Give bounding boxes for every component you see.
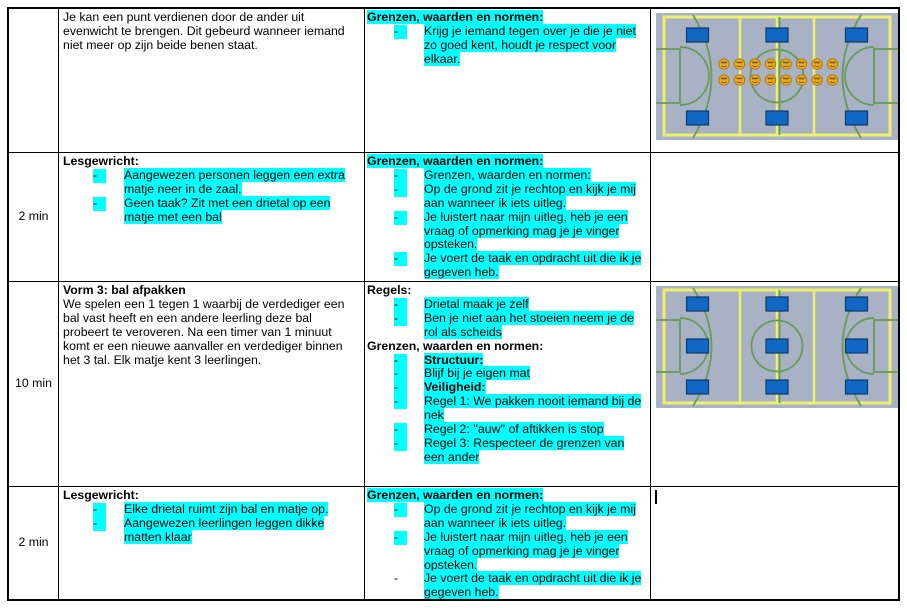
bullet-dash — [394, 423, 407, 437]
bullet-dash — [394, 169, 407, 183]
values-cell-row4[interactable] — [365, 487, 651, 599]
bullet-dash — [93, 197, 106, 211]
bullet-dash — [394, 572, 407, 586]
bullet-dash — [394, 25, 407, 39]
bullet-dash — [93, 169, 106, 183]
values-cell-row1[interactable] — [365, 9, 651, 153]
gym-court-diagram-mats[interactable] — [656, 286, 894, 408]
section-heading: Lesgewricht: — [63, 488, 139, 502]
section-heading: Grenzen, waarden en normen: — [367, 10, 544, 24]
activity-cell-row2[interactable] — [59, 153, 365, 282]
duration-label: 2 min — [18, 535, 49, 550]
list-item: - Je voert de taak en opdracht uit die ik je gegeven heb. — [367, 252, 647, 280]
list-item: - Op de grond zit je rechtop en kijk je mij aan wanneer ik iets uitleg. — [367, 503, 647, 531]
bullet-dash — [394, 252, 407, 266]
list-item: - Je luistert naar mijn uitleg, heb je een vraag of opmerking mag je je vinger opsteken. — [367, 531, 647, 573]
diagram-cell-row1[interactable] — [651, 9, 898, 153]
duration-cell-row1[interactable] — [9, 9, 59, 153]
activity-paragraph: We spelen een 1 tegen 1 waarbij de verdediger een bal vast heeft en een andere leerling deze bal probeert te veroveren. Na een timer van 1 minuut komt er een nieuwe aanvaller en verdediger binnen het 3 tal. Elk matje kent 3 leerlingen. — [63, 296, 345, 367]
values-list — [367, 169, 647, 280]
section-heading: Grenzen, waarden en normen: — [367, 488, 544, 502]
gym-court-diagram-students[interactable] — [656, 13, 894, 140]
section-heading: Vorm 3: bal afpakken — [63, 283, 186, 297]
duration-label: 10 min — [15, 376, 52, 391]
duration-cell-row3[interactable] — [9, 282, 59, 487]
list-item: - Regel 2: ''auw'' of aftikken is stop — [367, 423, 647, 437]
bullet-dash — [394, 367, 407, 381]
values-list — [367, 25, 647, 67]
list-item: - Regel 3: Respecteer de grenzen van een ander — [367, 437, 647, 465]
activity-cell-row4[interactable] — [59, 487, 365, 599]
court-svg — [656, 286, 898, 408]
bullet-dash — [394, 183, 407, 197]
list-item: - Veiligheid: — [367, 381, 647, 395]
list-item: - Regel 1: We pakken nooit iemand bij de nek — [367, 395, 647, 423]
lesson-plan-table — [7, 7, 900, 601]
section-heading: Lesgewricht: — [63, 154, 139, 168]
bullet-dash — [93, 517, 106, 531]
list-item: - Aangewezen personen leggen een extra matje neer in de zaal. — [63, 169, 360, 197]
values-cell-row3[interactable] — [365, 282, 651, 487]
bullet-dash — [394, 437, 407, 451]
values-list — [367, 503, 647, 599]
list-item: - Geen taak? Zit met een drietal op een matje met een bal — [63, 197, 360, 225]
bullet-dash — [93, 503, 106, 517]
list-item: - Drietal maak je zelf — [367, 298, 647, 312]
activity-paragraph: Je kan een punt verdienen door de ander uit evenwicht te brengen. Dit gebeurd wanneer iemand niet meer op zijn beide benen staat. — [63, 10, 345, 52]
bullet-dash — [394, 395, 407, 409]
activity-list — [63, 169, 360, 225]
values-cell-row2[interactable] — [365, 153, 651, 282]
bullet-dash — [394, 503, 407, 517]
list-item: - Op de grond zit je rechtop en kijk je mij aan wanneer ik iets uitleg. — [367, 183, 647, 211]
list-item: - Aangewezen leerlingen leggen dikke matten klaar — [63, 517, 360, 545]
bullet-dash — [394, 211, 407, 225]
list-item: - Je luistert naar mijn uitleg, heb je een vraag of opmerking mag je je vinger opsteken. — [367, 211, 647, 253]
duration-label: 2 min — [18, 209, 49, 224]
court-svg — [656, 13, 898, 140]
diagram-cell-row2[interactable] — [651, 153, 898, 282]
list-item: - Elke drietal ruimt zijn bal en matje op. — [63, 503, 360, 517]
bullet-dash — [394, 531, 407, 545]
section-heading: Grenzen, waarden en normen: — [367, 154, 544, 168]
values-list — [367, 354, 647, 465]
bullet-dash — [394, 354, 407, 368]
activity-cell-row3[interactable] — [59, 282, 365, 487]
text-cursor — [655, 490, 657, 504]
bullet-dash — [394, 312, 407, 326]
list-item: - Structuur: — [367, 354, 647, 368]
section-heading: Grenzen, waarden en normen: — [367, 338, 544, 353]
bullet-dash — [394, 381, 407, 395]
duration-cell-row4[interactable] — [9, 487, 59, 599]
list-item: - Blijf bij je eigen mat — [367, 367, 647, 381]
activity-cell-row1[interactable] — [59, 9, 365, 153]
diagram-cell-row4[interactable] — [651, 487, 898, 599]
diagram-cell-row3[interactable] — [651, 282, 898, 487]
activity-list — [63, 503, 360, 545]
list-item: - Krijg je iemand tegen over je die je niet zo goed kent, houdt je respect voor elkaar. — [367, 25, 647, 67]
bullet-dash — [394, 298, 407, 312]
list-item: - Je voert de taak en opdracht uit die ik je gegeven heb. — [367, 572, 647, 599]
list-item: - Grenzen, waarden en normen: — [367, 169, 647, 183]
rules-list — [367, 298, 647, 340]
list-item: - Ben je niet aan het stoeien neem je de rol als scheids — [367, 312, 647, 340]
section-heading: Regels: — [367, 283, 412, 297]
duration-cell-row2[interactable] — [9, 153, 59, 282]
